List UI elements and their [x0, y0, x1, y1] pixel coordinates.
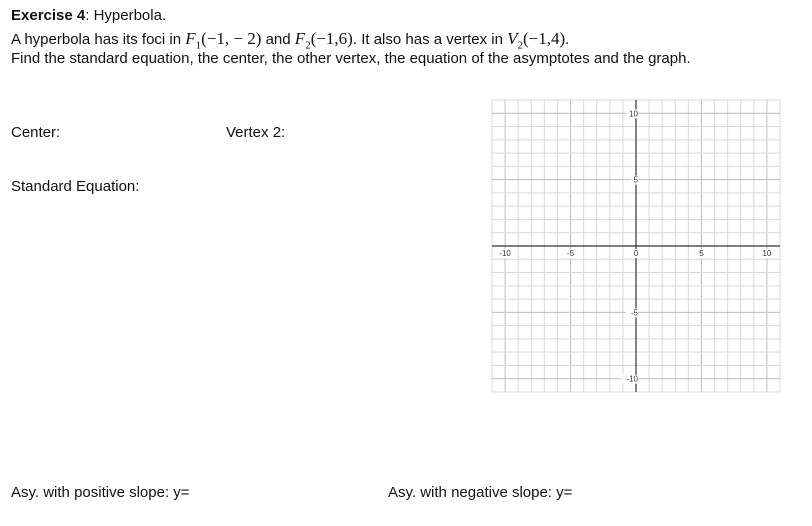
x-tick-label: 10: [762, 249, 772, 258]
vertex-1-coords: (−1,4): [523, 29, 566, 48]
focus-1: [185, 29, 262, 52]
focus-2-coords: (−1,6): [310, 29, 353, 48]
y-tick-label: 5: [633, 175, 638, 185]
exercise-number: Exercise 4: [11, 7, 86, 24]
asymptote-positive-label: Asy. with positive slope: y=: [11, 484, 190, 501]
x-tick-label: 0: [633, 249, 639, 258]
exercise-title: [11, 6, 166, 26]
center-label: Center:: [11, 124, 61, 141]
focus-2: [294, 29, 353, 52]
exercise-topic: : Hyperbola.: [85, 7, 167, 24]
axes: [492, 100, 780, 392]
instructions: Find the standard equation, the center, the other vertex, the equation of the asymptotes and the graph.: [11, 50, 691, 67]
y-tick-label: -5: [630, 308, 638, 318]
x-tick-label: -5: [566, 249, 575, 258]
standard-equation-label: Standard Equation:: [11, 178, 140, 195]
x-tick-label: -10: [499, 249, 511, 258]
focus-1-sub: 1: [195, 39, 202, 52]
focus-2-name: F: [294, 29, 306, 48]
vertex-1-name: V: [507, 29, 518, 48]
focus-1-coords: (−1, − 2): [201, 29, 262, 48]
intro-text: A hyperbola has its foci in: [11, 31, 182, 48]
focus-1-name: F: [185, 29, 196, 48]
asymptote-negative-label: Asy. with negative slope: y=: [388, 484, 573, 501]
and-text: and: [265, 31, 291, 48]
vertex2-label: Vertex 2:: [226, 124, 286, 141]
end-text: .: [565, 31, 570, 48]
vertex-text: . It also has a vertex in: [352, 31, 503, 48]
y-tick-label: 10: [629, 109, 638, 119]
y-tick-label: -10: [626, 374, 638, 384]
vertex-1: [507, 29, 566, 52]
x-tick-label: 5: [699, 249, 704, 258]
coordinate-grid: [488, 96, 784, 396]
vertex-1-sub: 2: [517, 39, 523, 52]
focus-2-sub: 2: [305, 39, 311, 52]
